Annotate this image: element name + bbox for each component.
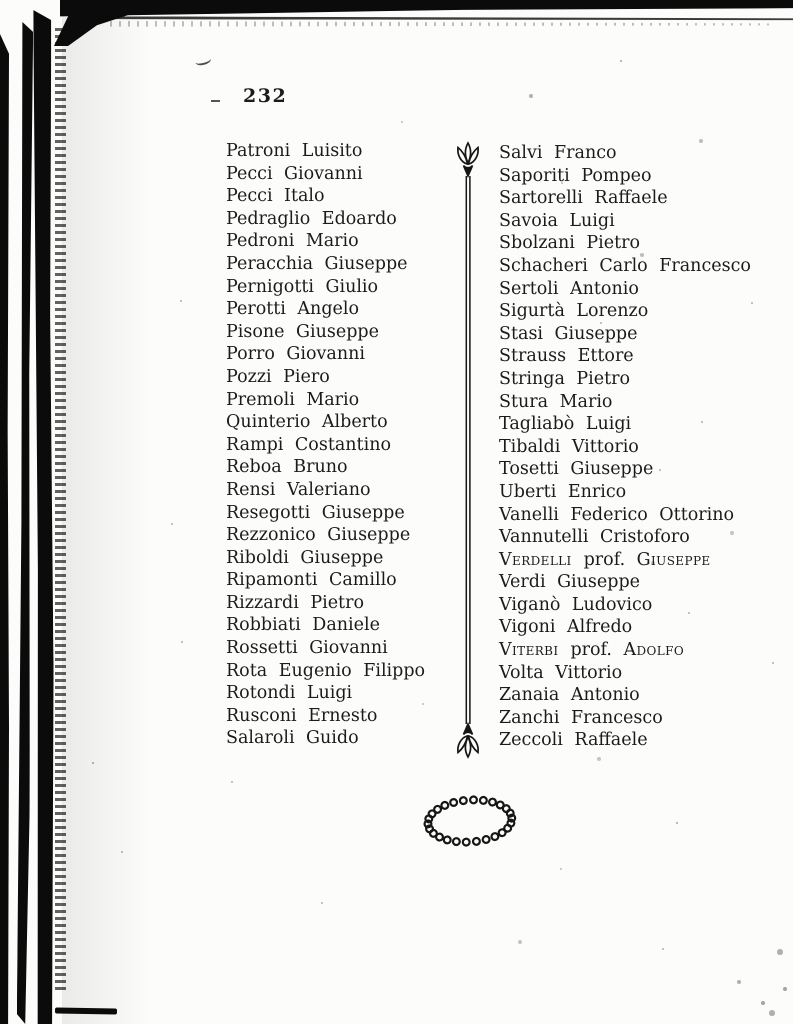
- name-list-left-column: [226, 140, 425, 750]
- list-item: Resegotti Giuseppe: [226, 502, 405, 523]
- list-item: Salvi Franco: [499, 143, 617, 163]
- list-item: Zeccoli Raffaele: [499, 730, 648, 751]
- stray-squiggle-mark: [194, 54, 212, 67]
- list-item: Patroni Luisito: [226, 141, 363, 161]
- list-item: Porro Giovanni: [226, 344, 365, 365]
- list-item: Savoia Luigi: [499, 210, 615, 231]
- binding-page-edge: [33, 10, 55, 1024]
- top-scan-speckle: [110, 21, 770, 29]
- list-item: Rossetti Giovanni: [226, 638, 388, 659]
- list-item: Reboa Bruno: [226, 457, 348, 478]
- page-number: 232: [243, 85, 288, 107]
- list-item: Riboldi Giuseppe: [226, 547, 384, 568]
- top-scan-band: [60, 0, 793, 17]
- stray-dash-mark: [211, 100, 220, 102]
- list-item: Rota Eugenio Filippo: [226, 660, 426, 681]
- list-item: Viterbi prof. Adolfo: [499, 640, 685, 661]
- list-item: Uberti Enrico: [499, 481, 627, 502]
- top-scan-line: [105, 16, 793, 20]
- list-item: Peracchia Giuseppe: [226, 253, 408, 274]
- list-item: Zanchi Francesco: [499, 707, 663, 728]
- list-item: Pecci Italo: [226, 186, 325, 207]
- list-item: Rusconi Ernesto: [226, 705, 378, 726]
- list-item: Pisone Giuseppe: [226, 321, 379, 342]
- list-item: Rampi Costantino: [226, 434, 391, 455]
- list-item: Rezzonico Giuseppe: [226, 525, 411, 546]
- list-item: Verdi Giuseppe: [499, 572, 641, 593]
- list-item: Pernigotti Giulio: [226, 276, 379, 297]
- binding-page-edge-fuzz: [55, 28, 66, 990]
- list-item: Ripamonti Camillo: [226, 570, 397, 591]
- list-item: Vanelli Federico Ottorino: [499, 504, 735, 525]
- list-item: Rizzardi Pietro: [226, 592, 364, 613]
- list-item: Perotti Angelo: [226, 299, 360, 320]
- list-item: Sigurtà Lorenzo: [499, 301, 649, 322]
- bottom-left-scan-mark: [55, 1007, 117, 1014]
- list-item: Tibaldi Vittorio: [499, 436, 639, 457]
- list-item: Zanaia Antonio: [499, 685, 640, 706]
- list-item: Pecci Giovanni: [226, 163, 363, 184]
- list-item: Viganò Ludovico: [499, 594, 653, 615]
- binding-page-edge: [0, 34, 9, 1024]
- name-list-right-column: [499, 142, 751, 752]
- list-item: Rensi Valeriano: [226, 479, 371, 500]
- binding-shadow: [62, 0, 152, 1024]
- list-item: Vigoni Alfredo: [499, 617, 633, 638]
- column-divider-ornament: [453, 140, 483, 760]
- list-item: Strauss Ettore: [499, 346, 634, 367]
- list-item: Saporiti Pompeo: [499, 165, 652, 186]
- list-item: Vannutelli Cristoforo: [499, 527, 690, 548]
- list-item: Quinterio Alberto: [226, 412, 388, 433]
- list-item: Stura Mario: [499, 391, 613, 412]
- list-item: Robbiati Daniele: [226, 615, 380, 636]
- scan-noise-speckles: [0, 0, 2, 2]
- list-item: Tagliabò Luigi: [499, 414, 632, 435]
- list-item: Volta Vittorio: [499, 662, 623, 683]
- list-item: Salaroli Guido: [226, 728, 359, 749]
- list-item: Pozzi Piero: [226, 366, 330, 387]
- list-item: Premoli Mario: [226, 389, 360, 410]
- list-item: Pedraglio Edoardo: [226, 208, 397, 229]
- list-item: Rotondi Luigi: [226, 683, 353, 704]
- list-item: Schacheri Carlo Francesco: [499, 255, 751, 276]
- list-item: Sbolzani Pietro: [499, 233, 641, 254]
- list-item: Sartorelli Raffaele: [499, 188, 668, 209]
- list-item: Stasi Giuseppe: [499, 323, 638, 344]
- list-item: Sertoli Antonio: [499, 278, 639, 299]
- list-item: Stringa Pietro: [499, 368, 631, 389]
- list-item: Tosetti Giuseppe: [499, 459, 654, 480]
- list-item: Verdelli prof. Giuseppe: [499, 549, 711, 570]
- list-item: Pedroni Mario: [226, 231, 359, 252]
- footer-oval-bead-ornament: [413, 790, 527, 856]
- binding-page-edge: [17, 22, 33, 1024]
